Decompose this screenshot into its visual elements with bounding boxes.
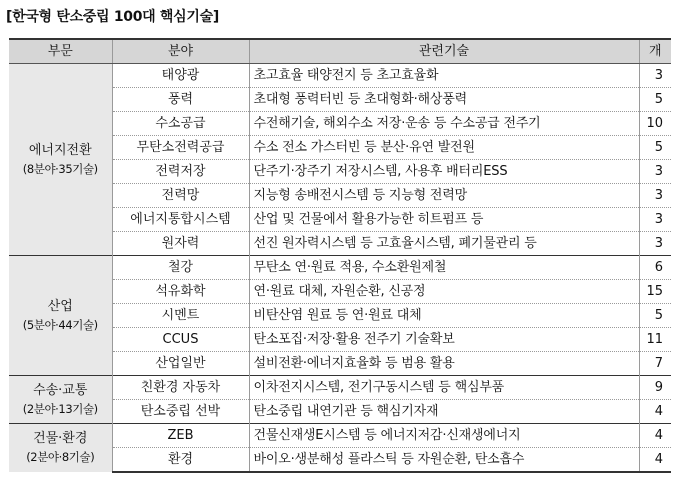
header-tech: 관련기술: [249, 39, 639, 64]
count-cell: 4: [639, 448, 671, 473]
sector-cell: [9, 424, 112, 473]
count-cell: 7: [639, 352, 671, 376]
count-cell: 5: [639, 304, 671, 328]
count-cell: 15: [639, 280, 671, 304]
count-cell: 6: [639, 256, 671, 280]
sector-summary: (2분야·8기술): [26, 450, 95, 464]
count-cell: 4: [639, 400, 671, 424]
field-cell: 에너지통합시스템: [112, 208, 249, 232]
count-cell: 5: [639, 136, 671, 160]
sector-name: 에너지전환: [28, 142, 92, 158]
field-cell: 태양광: [112, 64, 249, 88]
table-row: [9, 424, 671, 448]
field-cell: 수소공급: [112, 112, 249, 136]
sector-cell: [9, 256, 112, 376]
tech-cell: 탄소중립 내연기관 등 핵심기자재: [249, 400, 639, 424]
tech-cell: 선진 원자력시스템 등 고효율시스템, 폐기물관리 등: [249, 232, 639, 256]
count-cell: 10: [639, 112, 671, 136]
field-cell: 전력저장: [112, 160, 249, 184]
header-field: 분야: [112, 39, 249, 64]
sector-cell: [9, 376, 112, 424]
sector-summary: (2분야·13기술): [22, 401, 98, 416]
count-cell: 5: [639, 88, 671, 112]
tech-cell: 이차전지시스템, 전기구동시스템 등 핵심부품: [249, 376, 639, 400]
field-cell: 산업일반: [112, 352, 249, 376]
tech-cell: 초고효율 태양전지 등 초고효율화: [249, 64, 639, 88]
sector-name: 수송·교통: [33, 382, 88, 398]
table-header: [9, 39, 671, 64]
field-cell: 시멘트: [112, 304, 249, 328]
table-row: [9, 64, 671, 88]
tech-cell: 단주기·장주기 저장시스템, 사용후 배터리ESS: [249, 160, 639, 184]
tech-cell: 무탄소 연·원료 적용, 수소환원제철: [249, 256, 639, 280]
table-row: [9, 256, 671, 280]
count-cell: 9: [639, 376, 671, 400]
field-cell: 탄소중립 선박: [112, 400, 249, 424]
tech-cell: 수전해기술, 해외수소 저장·운송 등 수소공급 전주기: [249, 112, 639, 136]
tech-cell: 연·원료 대체, 자원순환, 신공정: [249, 280, 639, 304]
sector-name: 산업: [47, 298, 73, 314]
header-count: 개: [639, 39, 671, 64]
tech-cell: 탄소포집·저장·활용 전주기 기술확보: [249, 328, 639, 352]
field-cell: 석유화학: [112, 280, 249, 304]
table-row: [9, 376, 671, 400]
field-cell: 환경: [112, 448, 249, 473]
sector-name: 건물·환경: [33, 431, 88, 446]
header-sector: 부문: [9, 39, 112, 64]
field-cell: 철강: [112, 256, 249, 280]
tech-cell: 지능형 송배전시스템 등 지능형 전력망: [249, 184, 639, 208]
tech-cell: 설비전환·에너지효율화 등 범용 활용: [249, 352, 639, 376]
field-cell: 무탄소전력공급: [112, 136, 249, 160]
field-cell: ZEB: [112, 424, 249, 448]
sector-summary: (8분야·35기술): [22, 161, 98, 176]
tech-cell: 바이오·생분해성 플라스틱 등 자원순환, 탄소흡수: [249, 448, 639, 473]
sector-cell: [9, 64, 112, 256]
sector-summary: (5분야·44기술): [22, 317, 98, 332]
tech-cell: 비탄산염 원료 등 연·원료 대체: [249, 304, 639, 328]
core-tech-table: [9, 38, 671, 473]
field-cell: 풍력: [112, 88, 249, 112]
field-cell: 전력망: [112, 184, 249, 208]
table-body: [9, 64, 671, 473]
count-cell: 11: [639, 328, 671, 352]
field-cell: 원자력: [112, 232, 249, 256]
count-cell: 4: [639, 424, 671, 448]
count-cell: 3: [639, 208, 671, 232]
tech-cell: 수소 전소 가스터빈 등 분산·유연 발전원: [249, 136, 639, 160]
count-cell: 3: [639, 232, 671, 256]
field-cell: CCUS: [112, 328, 249, 352]
field-cell: 친환경 자동차: [112, 376, 249, 400]
tech-cell: 초대형 풍력터빈 등 초대형화·해상풍력: [249, 88, 639, 112]
count-cell: 3: [639, 184, 671, 208]
tech-cell: 산업 및 건물에서 활용가능한 히트펌프 등: [249, 208, 639, 232]
tech-cell: 건물신재생E시스템 등 에너지저감·신재생에너지: [249, 424, 639, 448]
table-title: [한국형 탄소중립 100대 핵심기술]: [6, 9, 219, 25]
count-cell: 3: [639, 64, 671, 88]
count-cell: 3: [639, 160, 671, 184]
